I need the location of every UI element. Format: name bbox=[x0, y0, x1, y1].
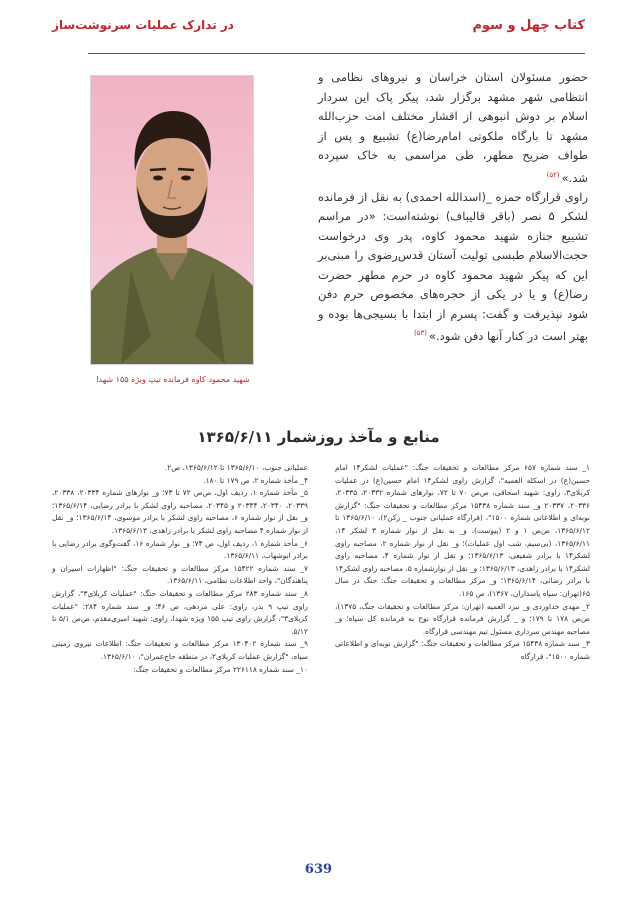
sources-heading: منابع و مآخذ روزشمار ۱۳۶۵/۶/۱۱ bbox=[197, 428, 440, 446]
source-entry: ۴_ مأخذ شماره ۲، ص ۱۷۹ تا ۱۸۰. bbox=[203, 475, 308, 485]
source-entry: ۹_ سند شماره ۱۳۰۴۰۲ مرکز مطالعات و تحقیقات جنگ: اطلاعات نیروی زمینی سپاه، "گزارش عملیات کربلای۲، در منطقه حاج‌عمران"، ۱۳۶۵/۶/۱۰. bbox=[52, 639, 308, 661]
header-divider bbox=[88, 53, 585, 54]
paragraph-1 bbox=[318, 68, 588, 188]
source-entry: ۱۰_ سند شماره ۲۲۶۱۱۸ مرکز مطالعات و تحقیقات جنگ: bbox=[133, 664, 308, 674]
paragraph-2 bbox=[318, 188, 588, 347]
source-entry: ۷_ سند شماره ۱۵۴۲۲ مرکز مطالعات و تحقیقات جنگ: "اظهارات اسیران و پناهندگان"، واحد اطلاعات نظامی، ۱۳۶۵/۶/۱۱. bbox=[52, 563, 308, 586]
source-entry: ۱_ سند شماره ۶۵۷ مرکز مطالعات و تحقیقات جنگ: "عملیات لشکر۱۴ امام حسین(ع) در اسکله العمیه"، گزارش راوی لشکر۱۴ امام حسین(ع) در عملیات کربلای۳، راوی: شهید اسحاقی، ص‌ص ۷۰ تا ۷۲، نوارهای شماره ۲۰۳۳۲، ۲۰۳۳۵، ۲۰۳۳۶، ۲۰۳۳۷ و_ سند شماره ۱۵۴۳۸ مرکز مطالعات و تحقیقات جنگ: "گزارش نوبه‌ای و اطلاعاتی شماره ۱۵۰۰"، (قرارگاه عملیاتی جنوب _ رکن۲)، ۱۳۶۵/۶/۱۰ تا ۱۳۶۵/۶/۱۲، ص‌ص ۱ و ۲ (پیوست)، و_ به نقل از نوار شماره ۳ لشکر ۱۴، ۱۳۶۵/۶/۱۱، (بی‌سیم، شب اول عملیات)؛ و_ نقل از نوار شماره ۲، مصاحبه راوی لشکر۱۴ با برادر شفیعی، ۱۳۶۵/۶/۱۳؛ و نقل از نوار شماره ۴، مصاحبه راوی لشکر۱۴ با برادر زاهدی، ۱۳۶۵/۶/۱۳؛ و_ نقل از نوارشماره ۵، مصاحبه راوی لشکر۱۴ با برادر رضائی، ۱۳۶۵/۶/۱۴؛ و_ مرکز مطالعات و تحقیقات جنگ: جنگ در سال ۶۵(تهران: سپاه پاسداران، ۱۳۶۷)، ص ۱۶۵. bbox=[335, 463, 591, 598]
sources-left-column bbox=[52, 462, 308, 676]
source-entry: ۳_ سند شماره ۱۵۴۳۸ مرکز مطالعات و تحقیقات جنگ: "گزارش نوبه‌ای و اطلاعاتی شماره ۱۵۰۰"، قرارگاه bbox=[335, 639, 590, 661]
photo-caption: شهید محمود کاوه فرمانده تیپ ویژه ۱۵۵ شهدا bbox=[96, 375, 250, 384]
main-text bbox=[318, 68, 588, 347]
sources-right-column bbox=[335, 462, 590, 664]
source-entry: ۶_ مأخذ شماره ۱، ردیف اول، ص ۷۴؛ و_ نوار شماره ۱۶، گفت‌وگوی برادر رضایی با برادر ابوشهاب، ۱۳۶۵/۶/۱۱. bbox=[52, 538, 308, 561]
source-entry: ۲_ مهدی خداوردی و_ نبرد العمیه (تهران: مرکز مطالعات و تحقیقات جنگ، ۱۳۷۵)، ص‌ص ۱۷۸ تا ۱۷۹؛ و _ گزارش فرمانده قرارگاه نوح به فرمانده کل سپاه؛ و_ مصاحبه مهندس سرداری مسئول تیم مهندسی قرارگاه. bbox=[335, 601, 590, 636]
portrait-image bbox=[91, 76, 253, 364]
footnote-ref-53: (۵۳) bbox=[413, 329, 427, 338]
page-header bbox=[52, 18, 585, 40]
paragraph-1-text: حضور مسئولان استان خراسان و نیروهای نظامی و انتظامی شهر مشهد برگزار شد، پیکر پاک این سردار اسلام بر دوش انبوهی از اقشار مختلف امت حزب‌الله مشهد تا بارگاه ملکوتی امام‌رضا(ع) تشییع و پس از طواف ضریح مطهر، طی مراسمی به خاک سپرده شد.» bbox=[318, 70, 588, 185]
footnote-ref-52: (۵۲) bbox=[546, 170, 560, 179]
source-entry: ۸_ سند شماره ۲۸۳ مرکز مطالعات و تحقیقات جنگ: "عملیات کربلای۳"، گزارش راوی تیپ ۹ بدر، راوی: علی مزدهی، ص ۴۶؛ و_ سند شماره ۲۸۴: "عملیات کربلای۳"، گزارش راوی تیپ ۱۵۵ ویژه شهدا، راوی: شهید امیری‌مقدم، ص‌ص ۵/۱ تا ۵/۱۲. bbox=[52, 588, 308, 636]
portrait-photo bbox=[90, 75, 254, 365]
paragraph-2-text: راوی قرارگاه حمزه _(اسدالله احمدی) به نقل از فرمانده لشکر ۵ نصر (باقر قالیباف) نوشته‌است: «در مراسم تشییع جنازه شهید محمود کاوه، پدر وی درخواست حجت‌الاسلام طبسی تولیت آستان قدس‌رضوی را مبنی‌بر این که پیکر شهید محمود کاوه در حرم مطهر حضرت رضا(ع) و یا در یکی از حجره‌های مخصوص حرم دفن شود نپذیرفت و گفت: پسرم از ابتدا با بسیجی‌ها بوده و بهتر است در کنار آنها دفن شود.» bbox=[318, 189, 589, 344]
section-title: در تدارک عملیات سرنوشت‌ساز bbox=[52, 18, 234, 32]
page-number: 639 bbox=[304, 862, 333, 877]
book-title: کتاب چهل و سوم bbox=[472, 18, 585, 33]
source-entry: ۵_ مأخذ شماره ۱، ردیف اول، ص‌ص ۷۲ تا ۷۳؛ و_ نوارهای شماره ۲۰۳۳۴، ۲۰۳۳۸، ۲۰۳۳۹، ۲۰۳۴۰، ۲۰۳۴۴ و ۲۰۳۴۵، مصاحبه راوی لشکر با برادر رضایی، ۱۳۶۵/۶/۱۴؛ و_ نقل از نوار شماره ۶، مصاحبه راوی لشکر با برادر موسوی، ۱۳۶۵/۶/۱۴؛ و_ نقل از نوار شماره ۴ مصاحبه راوی لشکر با برادر زاهدی، ۱۳۶۵/۶/۱۳. bbox=[52, 488, 308, 535]
source-entry: عملیاتی جنوب، ۱۳۶۵/۶/۱۰ تا ۱۳۶۵/۶/۱۲، ص۲. bbox=[164, 463, 308, 472]
